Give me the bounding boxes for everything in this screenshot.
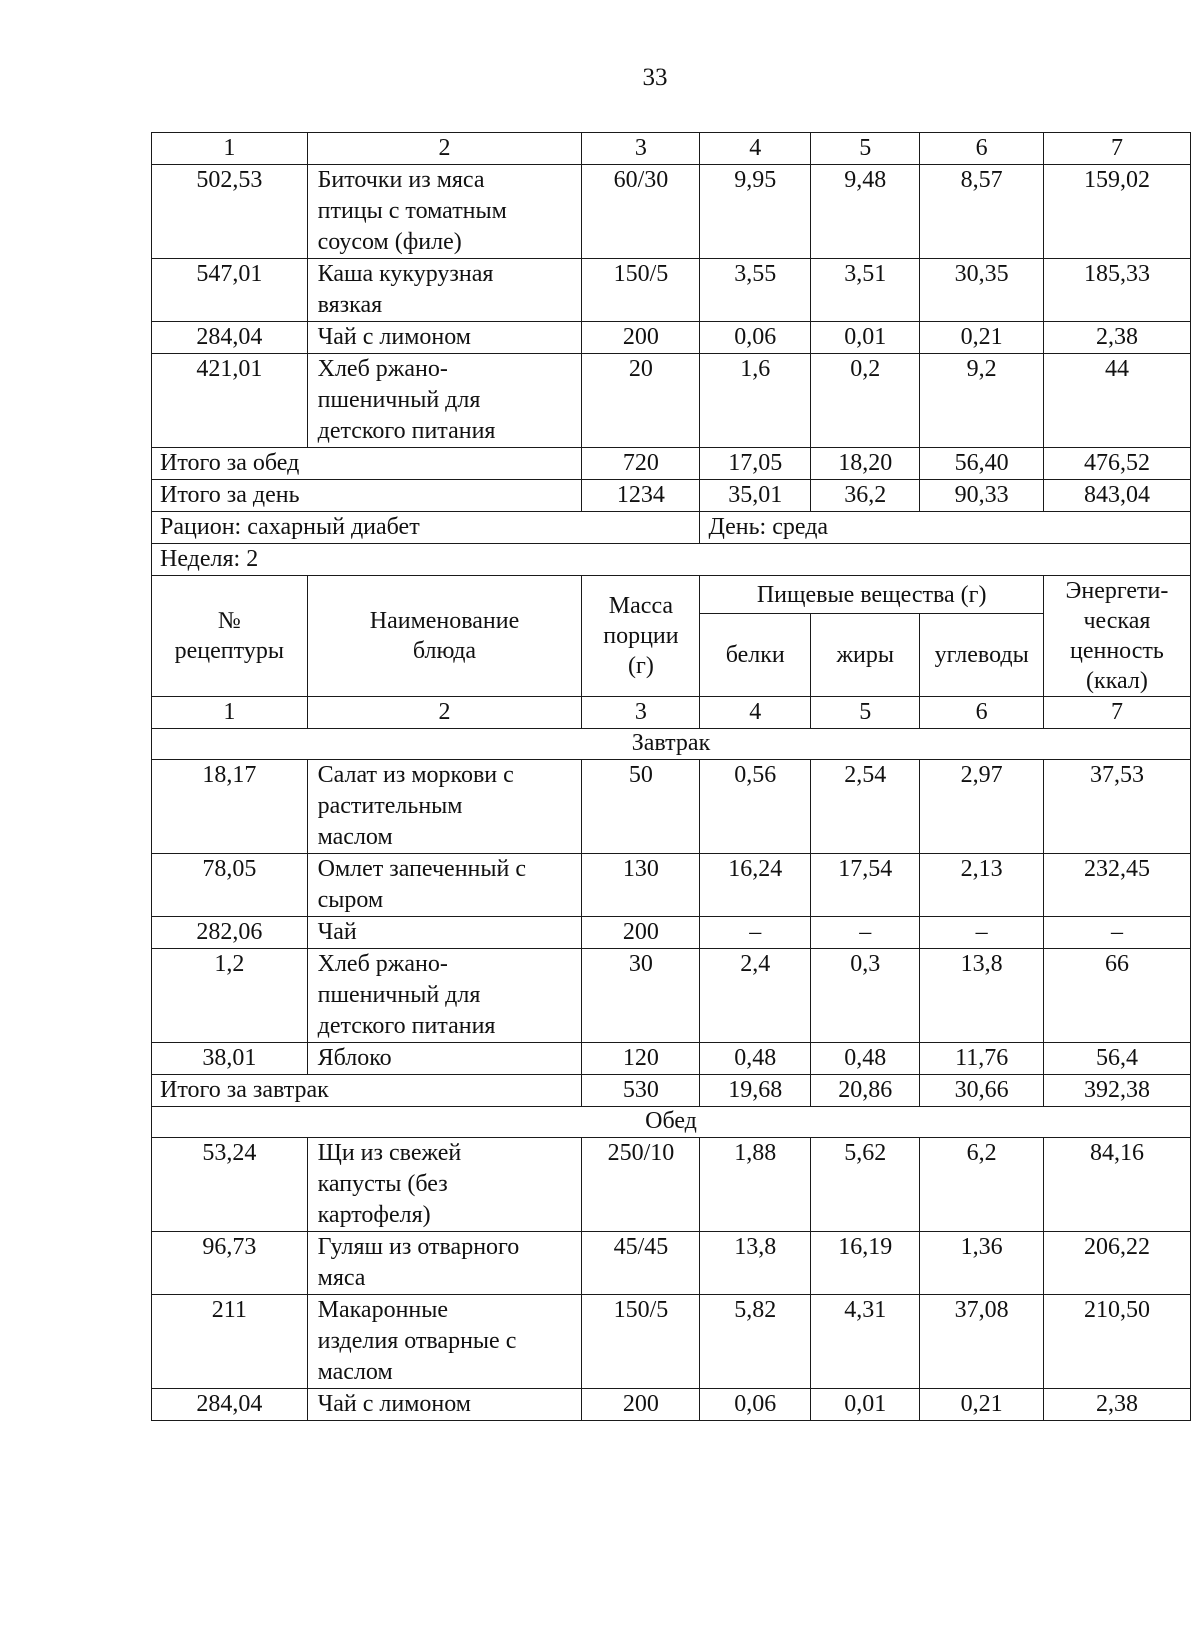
carbs-cell	[920, 917, 1043, 949]
total-fat-cell-text: 36,2	[844, 482, 887, 508]
dish-name-cell	[307, 322, 582, 354]
total-protein-cell-text: 17,05	[728, 450, 783, 476]
protein-cell	[700, 854, 811, 917]
recipe-number-cell	[152, 1138, 308, 1232]
header-protein-text: белки	[725, 642, 785, 669]
header-nutrients	[700, 576, 1043, 614]
carbs-cell-text: 8,57	[960, 167, 1003, 193]
total-mass-cell	[582, 480, 700, 512]
recipe-number-cell-text: 547,01	[196, 261, 263, 287]
carbs-cell	[920, 1232, 1043, 1295]
table-row	[152, 1043, 1191, 1075]
column-number-cell	[152, 697, 308, 729]
section-title-breakfast	[152, 729, 1191, 760]
carbs-cell	[920, 1138, 1043, 1232]
total-carbs-cell	[920, 480, 1043, 512]
portion-mass-cell	[582, 322, 700, 354]
portion-mass-cell	[582, 949, 700, 1043]
dish-name-cell	[307, 1138, 582, 1232]
section-row	[152, 729, 1191, 760]
fat-cell	[811, 1389, 920, 1421]
total-fat-cell	[811, 480, 920, 512]
total-carbs-cell	[920, 1075, 1043, 1107]
dish-name-cell-text: Яблоко	[317, 1045, 392, 1071]
total-label-cell	[152, 480, 582, 512]
portion-mass-cell-text: 200	[622, 919, 659, 945]
table-row	[152, 354, 1191, 448]
dish-name-cell-text: Чай с лимоном	[317, 1391, 471, 1417]
total-mass-cell-text: 720	[622, 450, 659, 476]
recipe-number-cell-text: 211	[211, 1297, 247, 1323]
fat-cell	[811, 1295, 920, 1389]
fat-cell	[811, 354, 920, 448]
dish-name-cell	[307, 1043, 582, 1075]
portion-mass-cell-text: 50	[628, 762, 653, 788]
column-number-cell	[582, 697, 700, 729]
portion-mass-cell	[582, 1043, 700, 1075]
column-number-row	[152, 697, 1191, 729]
fat-cell-text: 0,3	[850, 951, 881, 977]
column-number-cell-text: 4	[749, 135, 762, 161]
protein-cell	[700, 1389, 811, 1421]
carbs-cell-text: 6,2	[966, 1140, 997, 1166]
total-carbs-cell-text: 90,33	[954, 482, 1009, 508]
total-protein-cell	[700, 1075, 811, 1107]
dish-name-cell-text: Хлеб ржано- пшеничный для детского питания	[317, 356, 496, 444]
protein-cell-text: 1,6	[740, 356, 771, 382]
carbs-cell	[920, 760, 1043, 854]
week-label	[152, 544, 1191, 576]
energy-cell	[1043, 1232, 1190, 1295]
energy-cell	[1043, 1389, 1190, 1421]
carbs-cell-text: 9,2	[966, 356, 997, 382]
column-number-cell	[307, 697, 582, 729]
header-portion-mass	[582, 576, 700, 697]
fat-cell	[811, 917, 920, 949]
header-nutrients-text: Пищевые вещества (г)	[756, 581, 987, 608]
portion-mass-cell	[582, 259, 700, 322]
recipe-number-cell-text: 1,2	[214, 951, 245, 977]
protein-cell	[700, 322, 811, 354]
carbs-cell-text: 0,21	[960, 324, 1003, 350]
carbs-cell	[920, 165, 1043, 259]
dish-name-cell	[307, 165, 582, 259]
section-row	[152, 1107, 1191, 1138]
total-label-cell-text: Итого за день	[160, 482, 300, 508]
carbs-cell	[920, 1043, 1043, 1075]
energy-cell-text: 232,45	[1083, 856, 1150, 882]
fat-cell-text: 0,2	[850, 356, 881, 382]
fat-cell	[811, 259, 920, 322]
table-row	[152, 949, 1191, 1043]
protein-cell-text: 16,24	[728, 856, 783, 882]
fat-cell	[811, 1232, 920, 1295]
total-energy-cell	[1043, 448, 1190, 480]
column-number-cell	[811, 133, 920, 165]
carbs-cell-text: 30,35	[954, 261, 1009, 287]
dish-name-cell-text: Чай с лимоном	[317, 324, 471, 350]
energy-cell-text: 66	[1104, 951, 1129, 977]
column-number-cell-text: 3	[634, 135, 647, 161]
column-number-row	[152, 133, 1191, 165]
header-fat	[811, 614, 920, 697]
total-fat-cell	[811, 1075, 920, 1107]
total-energy-cell	[1043, 1075, 1190, 1107]
recipe-number-cell	[152, 1295, 308, 1389]
fat-cell-text: 9,48	[844, 167, 887, 193]
energy-cell	[1043, 1138, 1190, 1232]
recipe-number-cell	[152, 917, 308, 949]
header-dish-name-text: Наименование блюда	[369, 608, 520, 664]
table-row	[152, 917, 1191, 949]
energy-cell	[1043, 1295, 1190, 1389]
column-number-cell	[1043, 133, 1190, 165]
protein-cell	[700, 259, 811, 322]
column-number-cell-text: 1	[223, 699, 236, 725]
fat-cell-text: 0,01	[844, 1391, 887, 1417]
dish-name-cell	[307, 949, 582, 1043]
table-row	[152, 1295, 1191, 1389]
table-row	[152, 1389, 1191, 1421]
dish-name-cell	[307, 1389, 582, 1421]
carbs-cell	[920, 354, 1043, 448]
protein-cell	[700, 1043, 811, 1075]
protein-cell	[700, 1232, 811, 1295]
carbs-cell-text: 0,21	[960, 1391, 1003, 1417]
header-dish-name	[307, 576, 582, 697]
energy-cell-text: 84,16	[1089, 1140, 1144, 1166]
recipe-number-cell-text: 284,04	[196, 1391, 263, 1417]
fat-cell-text: 4,31	[844, 1297, 887, 1323]
column-number-cell	[307, 133, 582, 165]
table-row	[152, 165, 1191, 259]
energy-cell-text: 159,02	[1083, 167, 1150, 193]
recipe-number-cell	[152, 322, 308, 354]
total-fat-cell-text: 18,20	[838, 450, 893, 476]
total-mass-cell	[582, 1075, 700, 1107]
dish-name-cell	[307, 760, 582, 854]
total-protein-cell	[700, 480, 811, 512]
total-carbs-cell	[920, 448, 1043, 480]
fat-cell-text: –	[859, 919, 872, 945]
fat-cell	[811, 854, 920, 917]
dish-name-cell	[307, 1295, 582, 1389]
energy-cell-text: 56,4	[1095, 1045, 1138, 1071]
protein-cell-text: 3,55	[734, 261, 777, 287]
total-label-cell	[152, 448, 582, 480]
fat-cell	[811, 322, 920, 354]
recipe-number-cell-text: 38,01	[202, 1045, 257, 1071]
header-portion-mass-text: Масса порции (г)	[603, 593, 679, 679]
dish-name-cell-text: Каша кукурузная вязкая	[317, 261, 494, 318]
table-row	[152, 322, 1191, 354]
fat-cell-text: 2,54	[844, 762, 887, 788]
total-row	[152, 480, 1191, 512]
table-row	[152, 854, 1191, 917]
recipe-number-cell-text: 18,17	[202, 762, 257, 788]
carbs-cell	[920, 1389, 1043, 1421]
column-number-cell-text: 6	[975, 135, 988, 161]
energy-cell-text: 2,38	[1095, 324, 1138, 350]
carbs-cell	[920, 1295, 1043, 1389]
day-label-text: День: среда	[708, 514, 829, 540]
total-label-cell-text: Итого за обед	[160, 450, 300, 476]
protein-cell-text: 13,8	[734, 1234, 777, 1260]
carbs-cell-text: 37,08	[954, 1297, 1009, 1323]
total-fat-cell	[811, 448, 920, 480]
recipe-number-cell	[152, 1043, 308, 1075]
total-row	[152, 1075, 1191, 1107]
column-number-cell-text: 6	[975, 699, 988, 725]
dish-name-cell-text: Гуляш из отварного мяса	[317, 1234, 520, 1291]
total-protein-cell-text: 19,68	[728, 1077, 783, 1103]
diet-row	[152, 512, 1191, 544]
portion-mass-cell-text: 30	[628, 951, 653, 977]
protein-cell-text: 0,56	[734, 762, 777, 788]
total-carbs-cell-text: 56,40	[954, 450, 1009, 476]
header-row	[152, 576, 1191, 614]
portion-mass-cell-text: 20	[628, 356, 653, 382]
portion-mass-cell	[582, 1232, 700, 1295]
diet-label-text: Рацион: сахарный диабет	[160, 514, 420, 540]
column-number-cell	[152, 133, 308, 165]
fat-cell	[811, 949, 920, 1043]
energy-cell-text: 206,22	[1083, 1234, 1150, 1260]
energy-cell-text: 210,50	[1083, 1297, 1150, 1323]
column-number-cell-text: 2	[438, 699, 451, 725]
recipe-number-cell	[152, 1389, 308, 1421]
recipe-number-cell-text: 96,73	[202, 1234, 257, 1260]
recipe-number-cell	[152, 354, 308, 448]
energy-cell	[1043, 1043, 1190, 1075]
portion-mass-cell-text: 200	[622, 324, 659, 350]
recipe-number-cell	[152, 854, 308, 917]
protein-cell	[700, 760, 811, 854]
column-number-cell-text: 5	[859, 135, 872, 161]
header-recipe-number	[152, 576, 308, 697]
protein-cell	[700, 949, 811, 1043]
energy-cell-text: 37,53	[1089, 762, 1144, 788]
carbs-cell-text: 13,8	[960, 951, 1003, 977]
protein-cell-text: 0,06	[734, 324, 777, 350]
dish-name-cell-text: Биточки из мяса птицы с томатным соусом (филе)	[317, 167, 507, 255]
carbs-cell-text: –	[975, 919, 988, 945]
protein-cell-text: 1,88	[734, 1140, 777, 1166]
day-label	[700, 512, 1191, 544]
portion-mass-cell	[582, 354, 700, 448]
carbs-cell	[920, 322, 1043, 354]
section-title-lunch-text: Обед	[645, 1108, 697, 1134]
dish-name-cell-text: Щи из свежей капусты (без картофеля)	[317, 1140, 462, 1228]
protein-cell-text: 9,95	[734, 167, 777, 193]
protein-cell	[700, 165, 811, 259]
portion-mass-cell-text: 45/45	[613, 1234, 669, 1260]
fat-cell	[811, 760, 920, 854]
recipe-number-cell-text: 78,05	[202, 856, 257, 882]
total-carbs-cell-text: 30,66	[954, 1077, 1009, 1103]
column-number-cell-text: 1	[223, 135, 236, 161]
fat-cell	[811, 165, 920, 259]
header-energy-text: Энергети- ческая ценность (ккал)	[1065, 578, 1169, 694]
energy-cell	[1043, 259, 1190, 322]
portion-mass-cell	[582, 1138, 700, 1232]
section-title-breakfast-text: Завтрак	[631, 730, 711, 756]
menu-table	[151, 132, 1191, 1421]
header-energy	[1043, 576, 1190, 697]
table-row	[152, 1138, 1191, 1232]
protein-cell	[700, 917, 811, 949]
total-energy-cell-text: 476,52	[1083, 450, 1150, 476]
dish-name-cell-text: Макаронные изделия отварные с маслом	[317, 1297, 517, 1385]
protein-cell	[700, 1295, 811, 1389]
fat-cell-text: 0,01	[844, 324, 887, 350]
dish-name-cell-text: Салат из моркови с растительным маслом	[317, 762, 514, 850]
portion-mass-cell-text: 200	[622, 1391, 659, 1417]
portion-mass-cell-text: 150/5	[613, 1297, 669, 1323]
column-number-cell	[582, 133, 700, 165]
dish-name-cell	[307, 259, 582, 322]
total-protein-cell	[700, 448, 811, 480]
total-energy-cell	[1043, 480, 1190, 512]
carbs-cell-text: 2,97	[960, 762, 1003, 788]
energy-cell-text: –	[1110, 919, 1123, 945]
fat-cell-text: 3,51	[844, 261, 887, 287]
recipe-number-cell-text: 282,06	[196, 919, 263, 945]
column-number-cell-text: 2	[438, 135, 451, 161]
protein-cell	[700, 354, 811, 448]
column-number-cell-text: 7	[1110, 135, 1123, 161]
column-number-cell-text: 7	[1110, 699, 1123, 725]
energy-cell	[1043, 322, 1190, 354]
carbs-cell	[920, 259, 1043, 322]
header-recipe-number-text: № рецептуры	[174, 608, 284, 664]
fat-cell-text: 0,48	[844, 1045, 887, 1071]
carbs-cell	[920, 949, 1043, 1043]
portion-mass-cell-text: 250/10	[607, 1140, 675, 1166]
protein-cell-text: 5,82	[734, 1297, 777, 1323]
carbs-cell-text: 1,36	[960, 1234, 1003, 1260]
energy-cell	[1043, 354, 1190, 448]
protein-cell-text: 0,06	[734, 1391, 777, 1417]
total-energy-cell-text: 392,38	[1083, 1077, 1150, 1103]
column-number-cell-text: 4	[749, 699, 762, 725]
section-title-lunch	[152, 1107, 1191, 1138]
total-mass-cell	[582, 448, 700, 480]
table-row	[152, 1232, 1191, 1295]
protein-cell-text: –	[749, 919, 762, 945]
column-number-cell	[811, 697, 920, 729]
portion-mass-cell	[582, 917, 700, 949]
recipe-number-cell	[152, 760, 308, 854]
portion-mass-cell	[582, 760, 700, 854]
header-carbs-text: углеводы	[934, 642, 1029, 669]
recipe-number-cell	[152, 1232, 308, 1295]
table-row	[152, 760, 1191, 854]
total-fat-cell-text: 20,86	[838, 1077, 893, 1103]
carbs-cell-text: 11,76	[955, 1045, 1009, 1071]
energy-cell-text: 44	[1104, 356, 1129, 382]
column-number-cell-text: 5	[859, 699, 872, 725]
column-number-cell	[920, 697, 1043, 729]
column-number-cell	[1043, 697, 1190, 729]
table-row	[152, 259, 1191, 322]
recipe-number-cell-text: 502,53	[196, 167, 263, 193]
dish-name-cell-text: Чай	[317, 919, 357, 945]
dish-name-cell	[307, 854, 582, 917]
header-fat-text: жиры	[836, 642, 895, 669]
portion-mass-cell	[582, 854, 700, 917]
week-row	[152, 544, 1191, 576]
header-protein	[700, 614, 811, 697]
dish-name-cell	[307, 917, 582, 949]
portion-mass-cell-text: 60/30	[613, 167, 669, 193]
total-protein-cell-text: 35,01	[728, 482, 783, 508]
page-number: 33	[642, 64, 668, 91]
recipe-number-cell	[152, 949, 308, 1043]
energy-cell-text: 185,33	[1083, 261, 1150, 287]
diet-label	[152, 512, 700, 544]
recipe-number-cell	[152, 259, 308, 322]
portion-mass-cell	[582, 1295, 700, 1389]
fat-cell-text: 16,19	[838, 1234, 893, 1260]
dish-name-cell-text: Омлет запеченный с сыром	[317, 856, 527, 913]
portion-mass-cell-text: 130	[622, 856, 659, 882]
header-carbs	[920, 614, 1043, 697]
recipe-number-cell-text: 421,01	[196, 356, 263, 382]
recipe-number-cell	[152, 165, 308, 259]
portion-mass-cell-text: 150/5	[613, 261, 669, 287]
energy-cell	[1043, 917, 1190, 949]
portion-mass-cell	[582, 1389, 700, 1421]
energy-cell	[1043, 165, 1190, 259]
protein-cell	[700, 1138, 811, 1232]
fat-cell	[811, 1043, 920, 1075]
total-label-cell	[152, 1075, 582, 1107]
carbs-cell	[920, 854, 1043, 917]
total-row	[152, 448, 1191, 480]
fat-cell-text: 17,54	[838, 856, 893, 882]
fat-cell-text: 5,62	[844, 1140, 887, 1166]
dish-name-cell	[307, 354, 582, 448]
column-number-cell	[920, 133, 1043, 165]
total-mass-cell-text: 1234	[616, 482, 665, 508]
portion-mass-cell-text: 120	[622, 1045, 659, 1071]
recipe-number-cell-text: 284,04	[196, 324, 263, 350]
total-energy-cell-text: 843,04	[1083, 482, 1150, 508]
recipe-number-cell-text: 53,24	[202, 1140, 257, 1166]
energy-cell	[1043, 949, 1190, 1043]
dish-name-cell	[307, 1232, 582, 1295]
week-label-text: Неделя: 2	[160, 546, 259, 572]
protein-cell-text: 0,48	[734, 1045, 777, 1071]
column-number-cell	[700, 697, 811, 729]
fat-cell	[811, 1138, 920, 1232]
portion-mass-cell	[582, 165, 700, 259]
energy-cell	[1043, 760, 1190, 854]
carbs-cell-text: 2,13	[960, 856, 1003, 882]
energy-cell-text: 2,38	[1095, 1391, 1138, 1417]
protein-cell-text: 2,4	[740, 951, 771, 977]
energy-cell	[1043, 854, 1190, 917]
total-mass-cell-text: 530	[622, 1077, 659, 1103]
total-label-cell-text: Итого за завтрак	[160, 1077, 329, 1103]
column-number-cell-text: 3	[634, 699, 647, 725]
column-number-cell	[700, 133, 811, 165]
dish-name-cell-text: Хлеб ржано- пшеничный для детского питания	[317, 951, 496, 1039]
